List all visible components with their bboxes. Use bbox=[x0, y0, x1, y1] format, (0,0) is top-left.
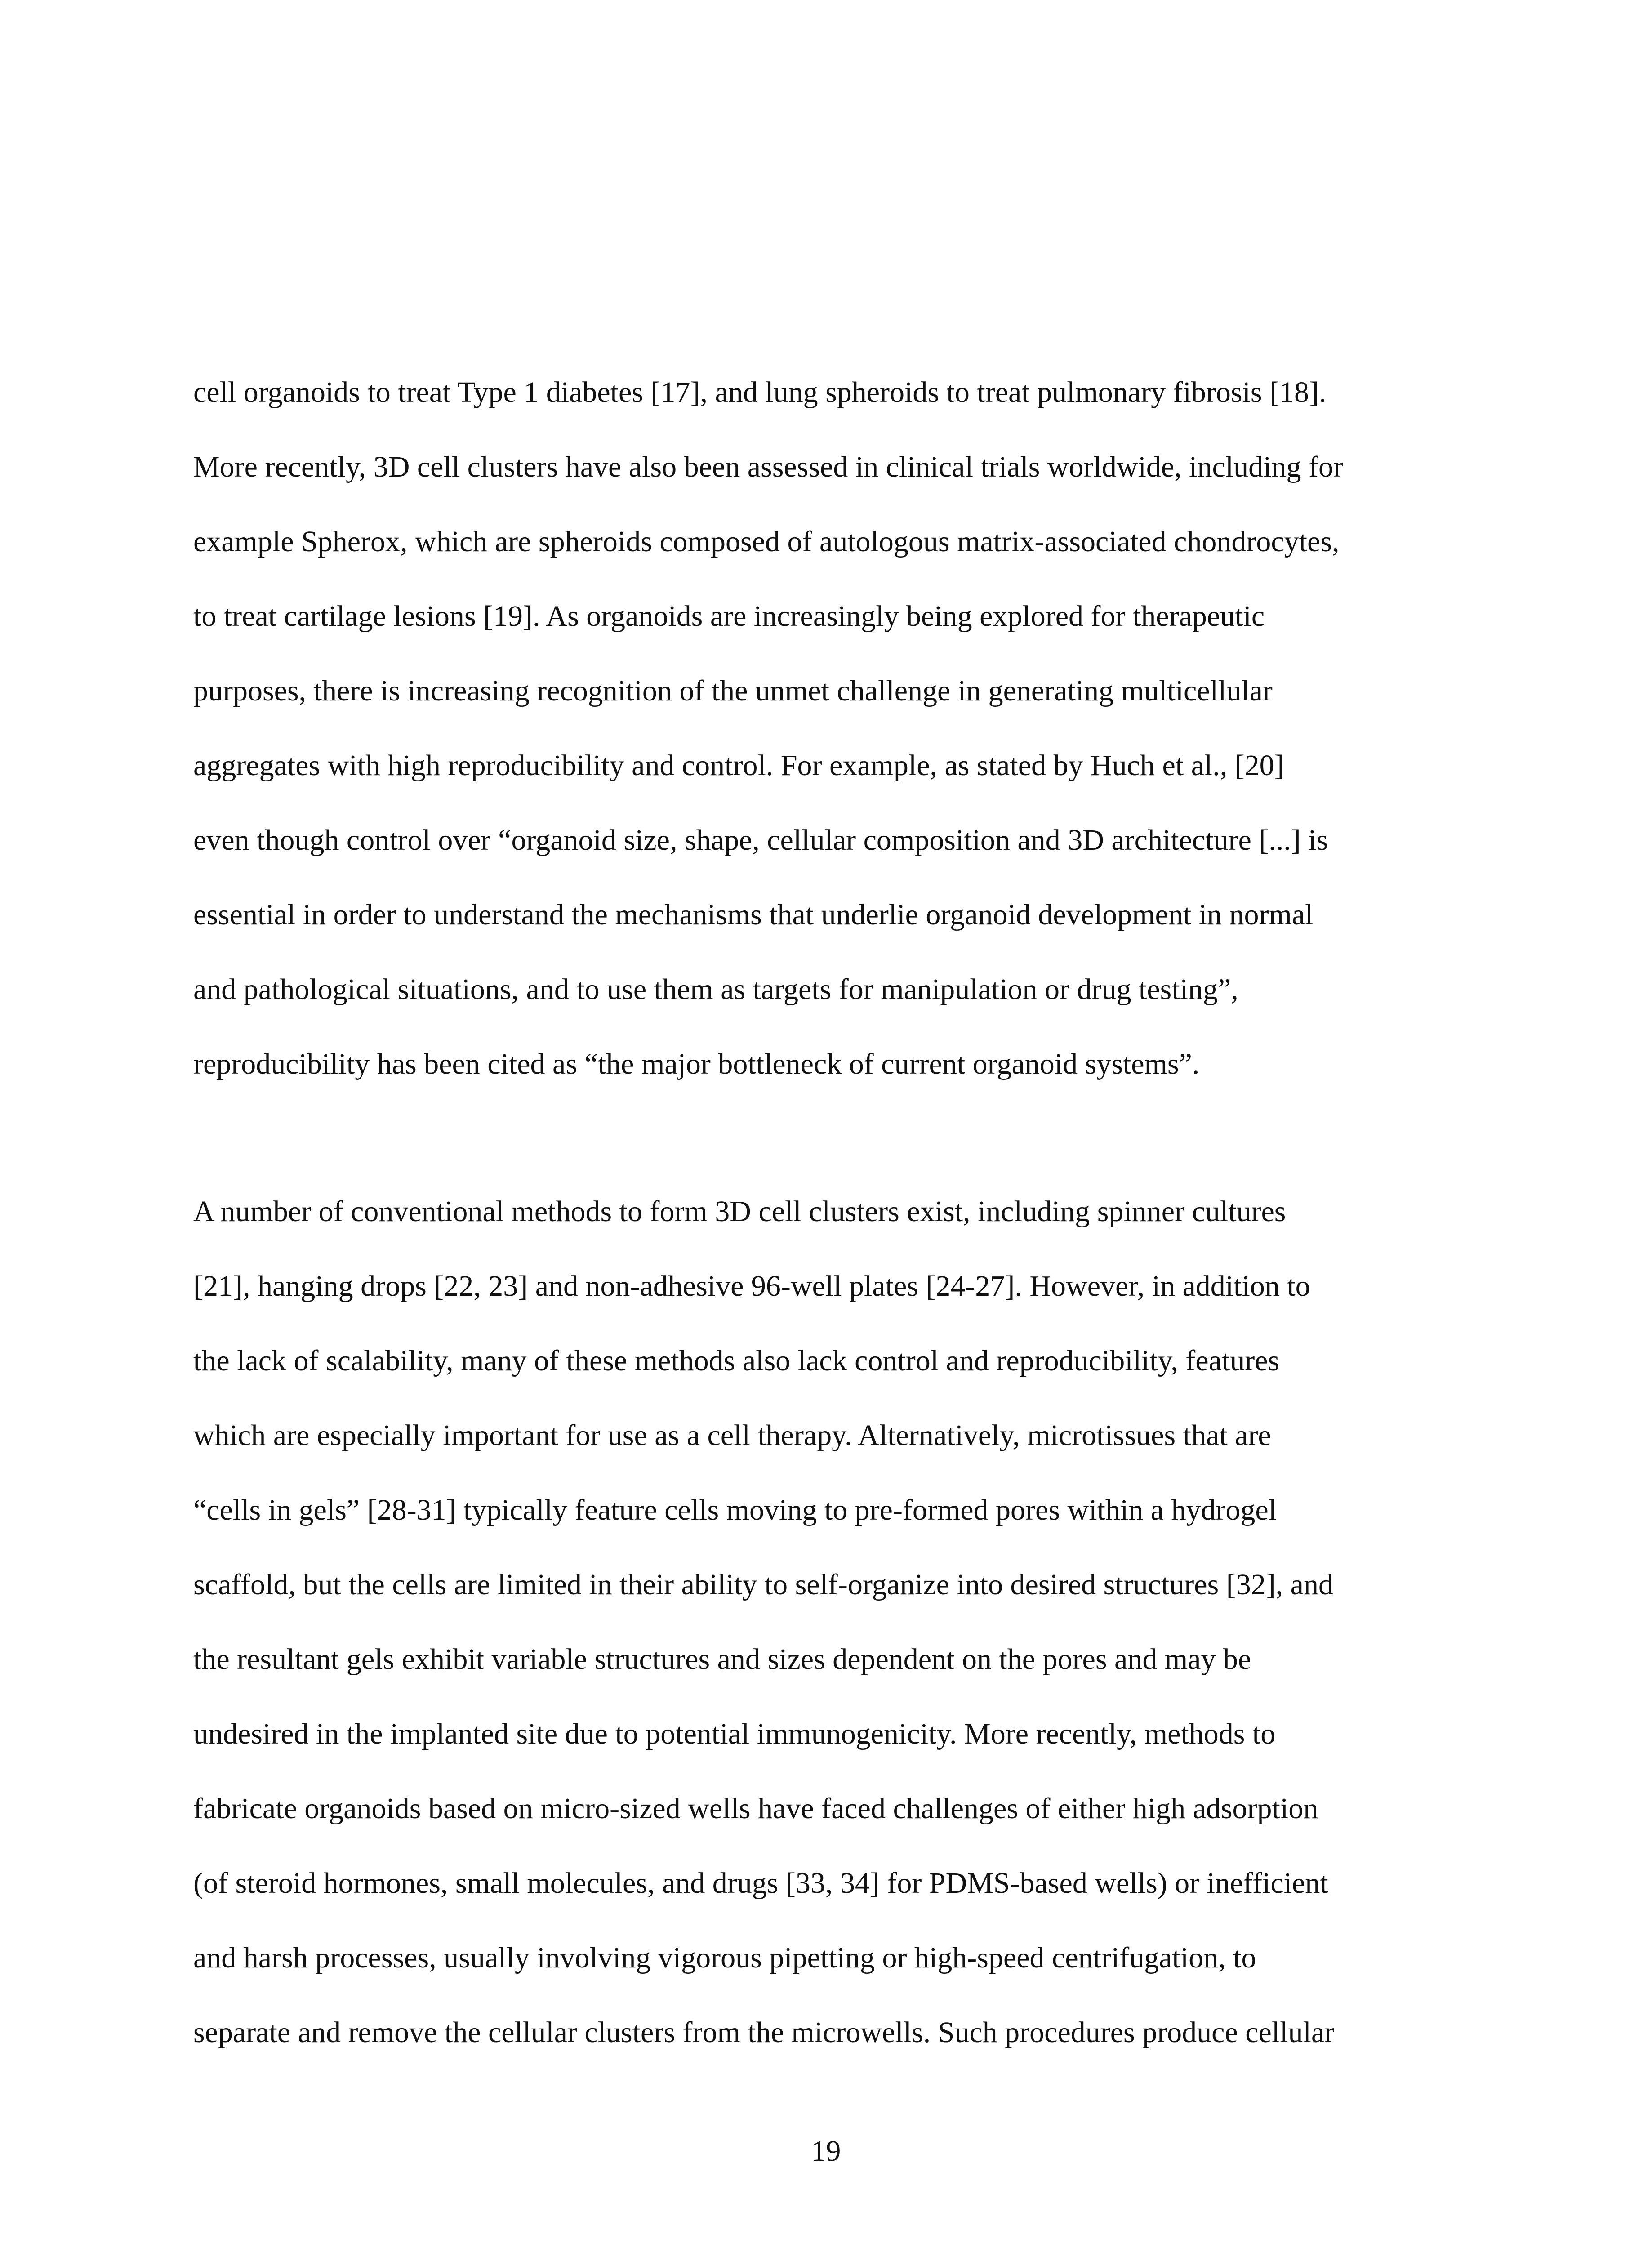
paragraph-line: A number of conventional methods to form 3D cell clusters exist, including spinner cultures bbox=[193, 1195, 1286, 1228]
paragraph-line: scaffold, but the cells are limited in their ability to self-organize into desired structures [32], and bbox=[193, 1568, 1333, 1601]
paragraph-line: to treat cartilage lesions [19]. As organoids are increasingly being explored for therapeutic bbox=[193, 600, 1265, 633]
paragraph-line: example Spherox, which are spheroids composed of autologous matrix-associated chondrocytes, bbox=[193, 525, 1340, 558]
paragraph-line: purposes, there is increasing recognition of the unmet challenge in generating multicellular bbox=[193, 674, 1273, 707]
paragraph-line: “cells in gels” [28-31] typically feature cells moving to pre-formed pores within a hydrogel bbox=[193, 1494, 1277, 1526]
paragraph-2 bbox=[193, 1174, 1461, 2070]
paragraph-line: aggregates with high reproducibility and control. For example, as stated by Huch et al., [20] bbox=[193, 749, 1284, 782]
paragraph-line: (of steroid hormones, small molecules, and drugs [33, 34] for PDMS-based wells) or inefficient bbox=[193, 1867, 1328, 1900]
paragraph-line: cell organoids to treat Type 1 diabetes [17], and lung spheroids to treat pulmonary fibrosis [18]. bbox=[193, 376, 1327, 409]
paragraph-1 bbox=[193, 355, 1461, 1102]
paragraph-line: and pathological situations, and to use them as targets for manipulation or drug testing”, bbox=[193, 973, 1238, 1006]
paragraph-line: and harsh processes, usually involving vigorous pipetting or high-speed centrifugation, to bbox=[193, 1941, 1256, 1974]
paragraph-line: the lack of scalability, many of these methods also lack control and reproducibility, features bbox=[193, 1344, 1280, 1377]
paragraph-line: fabricate organoids based on micro-sized wells have faced challenges of either high adsorption bbox=[193, 1792, 1318, 1825]
paragraph-line: the resultant gels exhibit variable structures and sizes dependent on the pores and may be bbox=[193, 1643, 1251, 1676]
paragraph-line: undesired in the implanted site due to potential immunogenicity. More recently, methods to bbox=[193, 1717, 1276, 1750]
paragraph-line: reproducibility has been cited as “the major bottleneck of current organoid systems”. bbox=[193, 1048, 1200, 1080]
paragraph-line: [21], hanging drops [22, 23] and non-adhesive 96-well plates [24-27]. However, in addition to bbox=[193, 1270, 1310, 1302]
paragraph-line: separate and remove the cellular clusters from the microwells. Such procedures produce cellular bbox=[193, 2016, 1335, 2049]
paragraph-line: which are especially important for use as a cell therapy. Alternatively, microtissues that are bbox=[193, 1419, 1271, 1452]
page-number: 19 bbox=[811, 2135, 841, 2168]
paragraph-line: More recently, 3D cell clusters have also been assessed in clinical trials worldwide, including for bbox=[193, 450, 1343, 483]
paragraph-line: essential in order to understand the mechanisms that underlie organoid development in normal bbox=[193, 898, 1314, 931]
paragraph-line: even though control over “organoid size, shape, cellular composition and 3D architecture [...] is bbox=[193, 824, 1328, 856]
